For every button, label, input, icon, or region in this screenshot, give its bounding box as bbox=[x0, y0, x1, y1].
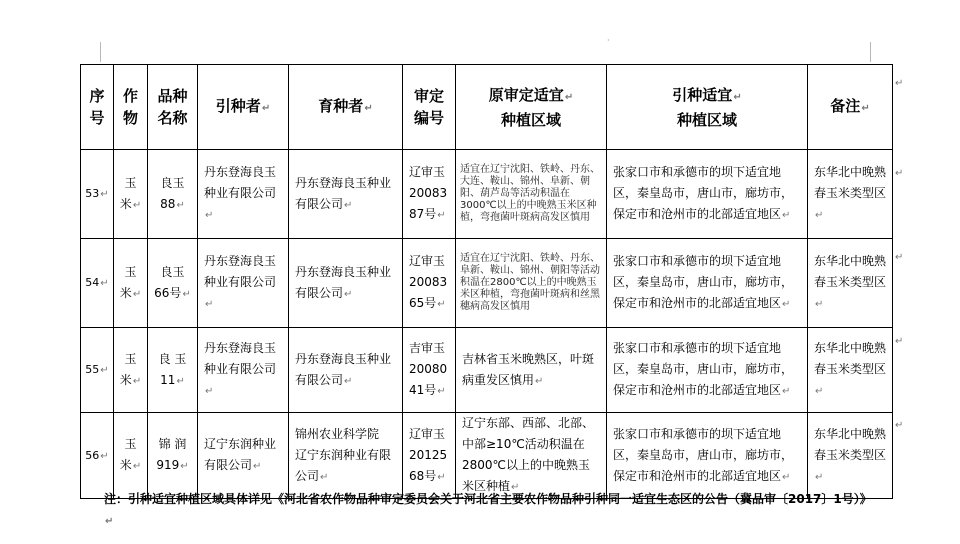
header-breeder: 育种者↵ bbox=[289, 65, 403, 150]
header-remark: 备注↵ bbox=[808, 65, 893, 150]
header-variety: 品种 名称 bbox=[148, 65, 198, 150]
cell-crop: 玉 米↵ bbox=[114, 239, 148, 328]
cell-intro-area: 张家口市和承德市的坝下适宜地区，秦皇岛市，唐山市，廊坊市，保定市和沧州市的北部适宜地区↵ bbox=[607, 150, 808, 239]
cell-intro-area: 张家口市和承德市的坝下适宜地区，秦皇岛市，唐山市，廊坊市，保定市和沧州市的北部适宜地区↵ bbox=[607, 413, 808, 499]
cell-remark: 东华北中晚熟春玉米类型区↵ bbox=[808, 413, 893, 499]
cell-variety: 锦 润 919↵ bbox=[148, 413, 198, 499]
cell-approval: 辽审玉2008387号↵ bbox=[403, 150, 456, 239]
cell-crop: 玉 米↵ bbox=[114, 413, 148, 499]
header-intro-area: 引种适宜↵ 种植区域 bbox=[607, 65, 808, 150]
table-row bbox=[81, 413, 893, 499]
cell-original-area: 吉林省玉米晚熟区，叶斑病重发区慎用↵ bbox=[456, 328, 607, 413]
cell-intro-area: 张家口市和承德市的坝下适宜地区，秦皇岛市，唐山市，廊坊市，保定市和沧州市的北部适宜地区↵ bbox=[607, 239, 808, 328]
variety-table bbox=[80, 64, 893, 499]
row-end-mark: ↵ bbox=[895, 252, 904, 263]
table-row bbox=[81, 150, 893, 239]
cell-crop: 玉 米↵ bbox=[114, 150, 148, 239]
header-approval: 审定 编号 bbox=[403, 65, 456, 150]
header-original-area: 原审定适宜↵ 种植区域 bbox=[456, 65, 607, 150]
header-seq: 序 号 bbox=[81, 65, 114, 150]
cell-original-area: 辽宁东部、西部、北部、中部≥10℃活动积温在2800℃以上的中晚熟玉米区种植↵ bbox=[456, 413, 607, 499]
cell-seq: 54↵ bbox=[81, 239, 114, 328]
row-end-mark: ↵ bbox=[895, 78, 904, 89]
cell-breeder: 锦州农业科学院 辽宁东润种业有限公司↵ bbox=[289, 413, 403, 499]
row-end-mark: ↵ bbox=[895, 168, 904, 179]
table-row bbox=[81, 328, 893, 413]
cell-approval: 辽审玉2008365号↵ bbox=[403, 239, 456, 328]
row-end-mark: ↵ bbox=[895, 420, 904, 431]
cell-introducer: 丹东登海良玉种业有限公司↵ bbox=[198, 239, 289, 328]
cell-remark: 东华北中晚熟春玉米类型区↵ bbox=[808, 239, 893, 328]
cell-introducer: 丹东登海良玉种业有限公司↵ bbox=[198, 150, 289, 239]
cell-breeder: 丹东登海良玉种业有限公司↵ bbox=[289, 239, 403, 328]
header-introducer: 引种者↵ bbox=[198, 65, 289, 150]
cell-variety: 良玉 88↵ bbox=[148, 150, 198, 239]
page-margin-mark-right bbox=[870, 42, 871, 62]
cell-variety: 良玉 66号↵ bbox=[148, 239, 198, 328]
page-margin-mark-left bbox=[100, 42, 101, 62]
cell-original-area: 适宜在辽宁沈阳、铁岭、丹东、阜新、鞍山、锦州、朝阳等活动积温在2800℃以上的中晚熟玉米区种植，弯孢菌叶斑病和丝黑穗病高发区慎用 bbox=[456, 239, 607, 328]
paragraph-dot-mark: · bbox=[607, 36, 610, 45]
cell-remark: 东华北中晚熟春玉米类型区↵ bbox=[808, 328, 893, 413]
header-crop: 作 物 bbox=[114, 65, 148, 150]
cell-original-area: 适宜在辽宁沈阳、铁岭、丹东、大连、鞍山、锦州、阜新、朝阳、葫芦岛等活动积温在3000℃以上的中晚熟玉米区种植，弯孢菌叶斑病高发区慎用 bbox=[456, 150, 607, 239]
cell-crop: 玉 米↵ bbox=[114, 328, 148, 413]
cell-approval: 辽审玉2012568号↵ bbox=[403, 413, 456, 499]
cell-breeder: 丹东登海良玉种业有限公司↵ bbox=[289, 328, 403, 413]
cell-introducer: 辽宁东润种业有限公司↵ bbox=[198, 413, 289, 499]
cell-seq: 53↵ bbox=[81, 150, 114, 239]
table-row bbox=[81, 239, 893, 328]
cell-breeder: 丹东登海良玉种业有限公司↵ bbox=[289, 150, 403, 239]
cell-approval: 吉审玉2008041号↵ bbox=[403, 328, 456, 413]
cell-introducer: 丹东登海良玉种业有限公司↵ bbox=[198, 328, 289, 413]
footnote: 注：引种适宜种植区域具体详见《河北省农作物品种审定委员会关于河北省主要农作物品种引种同一适宜生态区的公告（冀品审〔2017〕1号）》↵ bbox=[104, 492, 872, 527]
cell-seq: 55↵ bbox=[81, 328, 114, 413]
table-header-row bbox=[81, 65, 893, 150]
cell-variety: 良 玉 11↵ bbox=[148, 328, 198, 413]
cell-remark: 东华北中晚熟春玉米类型区↵ bbox=[808, 150, 893, 239]
row-end-mark: ↵ bbox=[895, 336, 904, 347]
cell-seq: 56↵ bbox=[81, 413, 114, 499]
cell-intro-area: 张家口市和承德市的坝下适宜地区，秦皇岛市，唐山市，廊坊市，保定市和沧州市的北部适宜地区↵ bbox=[607, 328, 808, 413]
